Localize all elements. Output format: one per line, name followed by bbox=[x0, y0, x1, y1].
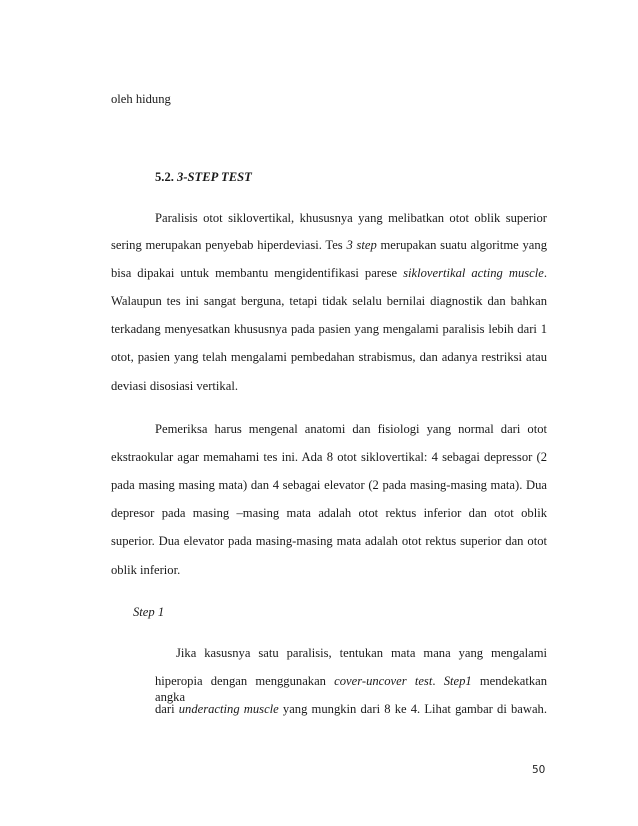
paragraph-2-line-3: pada masing masing mata) dan 4 sebagai elevator (2 pada masing-masing mata). Dua bbox=[111, 478, 547, 492]
section-number: 5.2. bbox=[155, 170, 174, 184]
section-title: 3-STEP TEST bbox=[177, 170, 252, 184]
paragraph-1-line-2: sering merupakan penyebab hiperdeviasi. Tes 3 step merupakan suatu algoritme yang bbox=[111, 238, 547, 252]
paragraph-3-line-3: dari underacting muscle yang mungkin dari 8 ke 4. Lihat gambar di bawah. bbox=[155, 702, 547, 716]
paragraph-2-line-4: depresor pada masing –masing mata adalah otot rektus inferior dan otot oblik bbox=[111, 506, 547, 520]
paragraph-3-line-1: Jika kasusnya satu paralisis, tentukan mata mana yang mengalami bbox=[176, 646, 547, 660]
paragraph-3-line-2: hiperopia dengan menggunakan cover-uncover test. Step1 mendekatkan angka bbox=[155, 674, 548, 704]
paragraph-2-line-5: superior. Dua elevator pada masing-masing mata adalah otot rektus superior dan otot bbox=[111, 534, 547, 548]
step-label: Step 1 bbox=[133, 605, 165, 619]
paragraph-2-line-1: Pemeriksa harus mengenal anatomi dan fisiologi yang normal dari otot bbox=[155, 422, 547, 436]
continuation-text: oleh hidung bbox=[111, 92, 171, 106]
paragraph-1-line-3: bisa dipakai untuk membantu mengidentifikasi parese siklovertikal acting muscle. bbox=[111, 266, 547, 280]
paragraph-1-line-5: terkadang menyesatkan khususnya pada pasien yang mengalami paralisis lebih dari 1 bbox=[111, 322, 547, 336]
paragraph-1-line-7: deviasi disosiasi vertikal. bbox=[111, 379, 238, 393]
paragraph-1-line-6: otot, pasien yang telah mengalami pembedahan strabismus, dan adanya restriksi atau bbox=[111, 350, 547, 364]
section-heading bbox=[155, 169, 252, 185]
paragraph-1-line-1: Paralisis otot siklovertikal, khususnya yang melibatkan otot oblik superior bbox=[155, 211, 547, 225]
paragraph-2-line-6: oblik inferior. bbox=[111, 563, 181, 577]
paragraph-1-line-4: Walaupun tes ini sangat berguna, tetapi tidak selalu bernilai diagnostik dan bahkan bbox=[111, 294, 547, 308]
page-number: 50 bbox=[532, 764, 546, 776]
paragraph-2-line-2: ekstraokular agar memahami tes ini. Ada 8 otot siklovertikal: 4 sebagai depressor (2 bbox=[111, 450, 547, 464]
